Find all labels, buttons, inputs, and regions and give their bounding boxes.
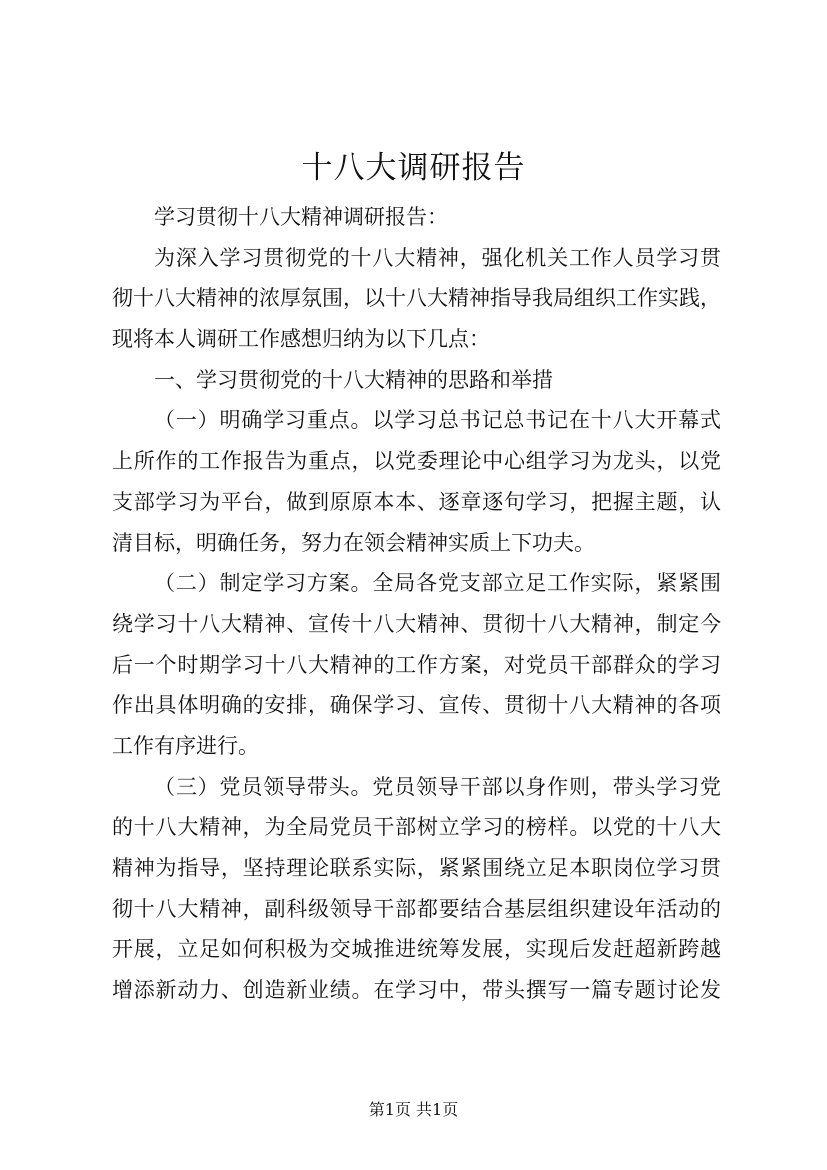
- body-line-11: 绕学习十八大精神、宣传十八大精神、贯彻十八大精神，制定今: [112, 611, 721, 636]
- body-line-8: 支部学习为平台，做到原原本本、逐章逐句学习，把握主题，认: [112, 489, 721, 514]
- body-line-13: 作出具体明确的安排，确保学习、宣传、贯彻十八大精神的各项: [112, 693, 721, 718]
- body-line-2: 为深入学习贯彻党的十八大精神，强化机关工作人员学习贯: [154, 245, 721, 270]
- body-line-14: 工作有序进行。: [112, 733, 259, 758]
- page-footer: 第1页 共1页: [368, 1100, 459, 1119]
- body-line-4: 现将本人调研工作感想归纳为以下几点：: [112, 327, 490, 352]
- document-title: 十八大调研报告: [301, 150, 526, 186]
- section-heading: 一、学习贯彻党的十八大精神的思路和举措: [154, 367, 553, 392]
- body-line-17: 精神为指导，坚持理论联系实际，紧紧围绕立足本职岗位学习贯: [112, 856, 721, 880]
- body-line-7: 上所作的工作报告为重点，以党委理论中心组学习为龙头，以党: [112, 449, 721, 474]
- body-line-3: 彻十八大精神的浓厚氛围，以十八大精神指导我局组织工作实践，: [112, 286, 721, 311]
- body-line-10: （二）制定学习方案。全局各党支部立足工作实际，紧紧围: [154, 571, 721, 596]
- body-line-15: （三）党员领导带头。党员领导干部以身作则，带头学习党: [154, 774, 721, 799]
- document-body: [112, 197, 721, 1011]
- body-line-9: 清目标，明确任务，努力在领会精神实质上下功夫。: [112, 530, 595, 555]
- body-line-16: 的十八大精神，为全局党员干部树立学习的榜样。以党的十八大: [112, 815, 721, 840]
- body-line-19: 开展，立足如何积极为交城推进统筹发展，实现后发赶超新跨越: [112, 937, 721, 962]
- body-line-6: （一）明确学习重点。以学习总书记总书记在十八大开幕式: [154, 408, 721, 433]
- body-line-12: 后一个时期学习十八大精神的工作方案，对党员干部群众的学习: [112, 652, 721, 677]
- body-line-20: 增添新动力、创造新业绩。在学习中，带头撰写一篇专题讨论发: [112, 978, 721, 1003]
- body-line-1: 学习贯彻十八大精神调研报告：: [154, 205, 448, 229]
- body-line-18: 彻十八大精神，副科级领导干部都要结合基层组织建设年活动的: [112, 896, 721, 921]
